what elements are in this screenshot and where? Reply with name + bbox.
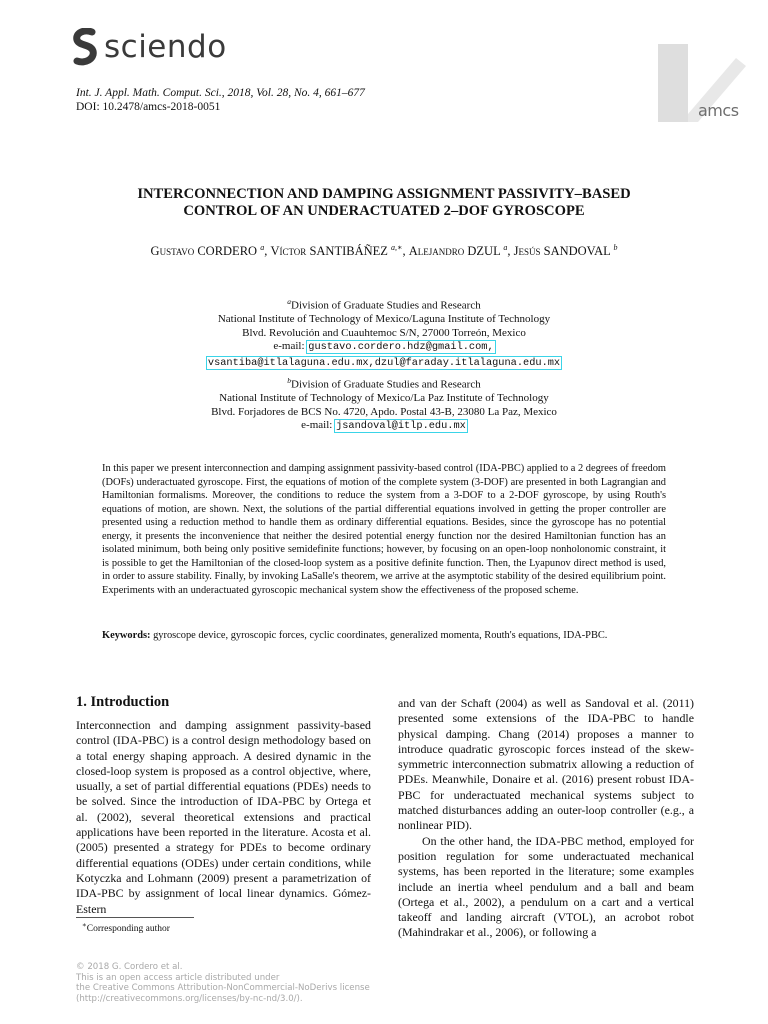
- body-column-right: [398, 696, 694, 941]
- affiliation-a: [80, 295, 688, 370]
- author-given-name: Víctor: [270, 244, 307, 259]
- author-mark: a: [503, 243, 508, 252]
- keywords-text: gyroscope device, gyroscopic forces, cyclic coordinates, generalized momenta, Routh's equations, IDA-PBC.: [153, 630, 608, 641]
- affiliation-address: Blvd. Revolución and Cuauhtemoc S/N, 27000 Torreón, Mexico: [242, 326, 526, 339]
- affiliation-institute: National Institute of Technology of Mexico/Laguna Institute of Technology: [217, 313, 551, 326]
- amcs-wordmark: amcs: [698, 101, 739, 120]
- author-given-name: Gustavo: [150, 244, 195, 259]
- body-column-left: [76, 718, 371, 917]
- affiliation-mark: a: [287, 297, 292, 306]
- citation-block: [76, 86, 365, 114]
- author-family-name: CORDERO: [197, 244, 258, 259]
- author-family-name: SANDOVAL: [543, 244, 611, 259]
- sciendo-mark-icon: [72, 28, 98, 66]
- license-line: © 2018 G. Cordero et al.: [76, 962, 183, 972]
- keywords-label: Keywords:: [102, 630, 151, 641]
- paragraph: and van der Schaft (2004) as well as Sandoval et al. (2011) presented some extensions of the IDA-PBC to handle physical damping. Chang (2014) proposes a manner to introduce quadratic gyroscopic forces instead of the skew-symmetric interconnection submatrix allowing a reduction of PDEs. Meanwhile, Donaire et al. (2016) present robust IDA-PBC for underactuated mechanical systems subject to matched disturbances adding an outer-loop controller (e.g., a nonlinear PID).: [398, 696, 694, 833]
- email-link[interactable]: gustavo.cordero.hdz@gmail.com,: [308, 341, 494, 354]
- author-mark: a: [260, 243, 265, 252]
- author-mark: b: [613, 243, 618, 252]
- email-label: e-mail:: [273, 340, 305, 353]
- keywords: [102, 630, 666, 641]
- author-given-name: Jesús: [513, 244, 541, 259]
- license-notice: [76, 962, 370, 1004]
- sciendo-wordmark: sciendo: [104, 29, 227, 65]
- affiliation-b: [80, 374, 688, 434]
- license-line[interactable]: (http://creativecommons.org/licenses/by-nc-nd/3.0/).: [76, 993, 303, 1004]
- paragraph: On the other hand, the IDA-PBC method, employed for position regulation for some underactuated mechanical systems, has been reported in the literature; some examples include an inertia wheel pendulum and a ball and beam (Ortega et al., 2002), a pendulum on a cart and a vertical takeoff and landing aircraft (VTOL), an acrobot robot (Mahindrakar et al., 2006), or following a: [398, 833, 694, 940]
- title-line-1: INTERCONNECTION AND DAMPING ASSIGNMENT PASSIVITY–BASED: [137, 186, 631, 202]
- affiliation-division: Division of Graduate Studies and Research: [291, 378, 481, 391]
- author-mark: a,∗: [391, 243, 403, 252]
- footnote: [82, 921, 170, 934]
- author-family-name: SANTIBÁÑEZ: [309, 244, 388, 259]
- title-line-2: CONTROL OF AN UNDERACTUATED 2–DOF GYROSCOPE: [183, 203, 585, 219]
- journal-citation: Int. J. Appl. Math. Comput. Sci., 2018, Vol. 28, No. 4, 661–677: [76, 87, 365, 99]
- email-label: e-mail:: [301, 419, 333, 432]
- author-list: Gustavo CORDERO $^a$, Víctor SANTIBÁÑEZ $^{a,∗}$, Alejandro DZUL $^a$, Jesús SANDOVAL $^b$: [150, 243, 618, 259]
- affiliation-mark: b: [287, 376, 292, 385]
- paper-title: [80, 186, 688, 220]
- footnote-text: Corresponding author: [86, 924, 170, 935]
- paragraph: Interconnection and damping assignment passivity-based control (IDA-PBC) is a control design methodology based on a total energy shaping approach. A desired dynamic in the closed-loop system is proposed as a control objective, where, usually, a set of partial differential equations (PDEs) needs to be solved. Since the introduction of IDA-PBC by Ortega et al. (2002), several theoretical extensions and practical applications have been reported in the literature. Acosta et al. (2005) presented a strategy for PDEs to become ordinary differential equations (ODEs) under certain conditions, while Kotyczka and Lohmann (2009) present a parametrization of IDA-PBC by assignment of local linear dynamics. Gómez-Estern: [76, 718, 371, 916]
- license-line: This is an open access article distributed under: [76, 972, 280, 983]
- email-link[interactable]: vsantiba@itlalaguna.edu.mx,dzul@faraday.itlalaguna.edu.mx: [207, 356, 561, 369]
- footnote-rule: [76, 917, 194, 918]
- sciendo-logo: [72, 28, 227, 66]
- affiliation-address: Blvd. Forjadores de BCS No. 4720, Apdo. Postal 43-B, 23080 La Paz, Mexico: [211, 405, 557, 418]
- license-line: the Creative Commons Attribution-NonCommercial-NoDerivs license: [76, 983, 370, 994]
- email-link[interactable]: jsandoval@itlp.edu.mx: [336, 420, 466, 433]
- affiliation-institute: National Institute of Technology of Mexico/La Paz Institute of Technology: [219, 392, 549, 405]
- author-family-name: DZUL: [467, 244, 501, 259]
- doi: DOI: 10.2478/amcs-2018-0051: [76, 101, 221, 113]
- author-given-name: Alejandro: [408, 244, 465, 259]
- footnote-mark: ∗: [82, 921, 87, 929]
- section-heading: 1. Introduction: [76, 694, 170, 710]
- affiliation-division: Division of Graduate Studies and Research: [291, 299, 481, 312]
- abstract: In this paper we present interconnection and damping assignment passivity-based control (IDA-PBC) applied to a 2 degrees of freedom (DOFs) underactuated gyroscope. First, the equations of motion of the complete system (3-DOF) are presented in both Lagrangian and Hamiltonian formalisms. Moreover, the conditions to reduce the system from a 3-DOF to a 2-DOF gyroscope, by using Routh's equations of motion, are shown. Next, the solutions of the partial differential equations involved in getting the proper controller are presented using a reduction method to handle them as ordinary differential equations. Besides, since the gyroscope has no potential energy, it presents the inconvenience that neither the desired potential energy function nor the desired Hamiltonian function has an isolated minimum, both being only positive semidefinite functions; however, by focusing on an open-loop nonholonomic constraint, it is possible to get the Hamiltonian of the closed-loop system as a positive definite function. Then, the Lyapunov direct method is used, in order to assure stability. Finally, by invoking LaSalle's theorem, we arrive at the asymptotic stability of the desired equilibrium point. Experiments with an underactuated gyroscopic mechanical system show the effectiveness of the proposed scheme.: [102, 463, 666, 596]
